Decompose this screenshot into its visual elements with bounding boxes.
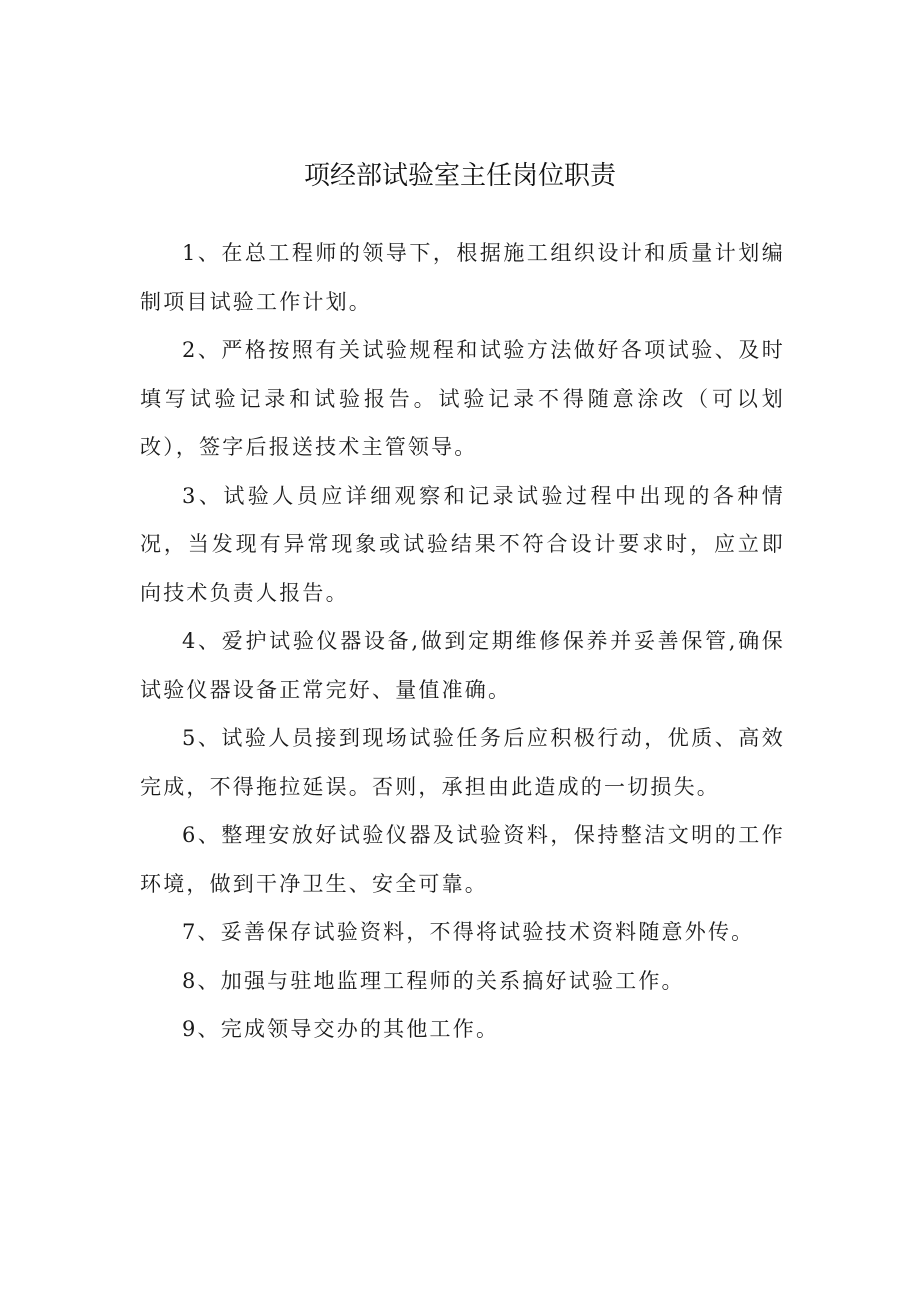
duty-item-4: 4、爱护试验仪器设备,做到定期维修保养并妥善保管,确保试验仪器设备正常完好、量值准确。: [140, 629, 785, 702]
duty-item-5: 5、试验人员接到现场试验任务后应积极行动，优质、高效完成，不得拖拉延误。否则，承担由此造成的一切损失。: [140, 726, 785, 799]
duty-item-6: 6、整理安放好试验仪器及试验资料，保持整洁文明的工作环境，做到干净卫生、安全可靠。: [140, 823, 785, 896]
duty-item-1: 1、在总工程师的领导下，根据施工组织设计和质量计划编制项目试验工作计划。: [140, 241, 785, 314]
duty-item-7: 7、妥善保存试验资料，不得将试验技术资料随意外传。: [182, 920, 755, 944]
duty-list: [140, 229, 785, 1054]
duty-item-9: 9、完成领导交办的其他工作。: [182, 1017, 500, 1041]
duty-item-3: 3、试验人员应详细观察和记录试验过程中出现的各种情况，当发现有异常现象或试验结果不符合设计要求时，应立即向技术负责人报告。: [140, 483, 785, 605]
document-title: 项经部试验室主任岗位职责: [303, 161, 616, 191]
duty-item-8: 8、加强与驻地监理工程师的关系搞好试验工作。: [182, 968, 685, 993]
duty-item-2: 2、严格按照有关试验规程和试验方法做好各项试验、及时填写试验记录和试验报告。试验记录不得随意涂改（可以划改），签字后报送技术主管领导。: [140, 338, 785, 459]
